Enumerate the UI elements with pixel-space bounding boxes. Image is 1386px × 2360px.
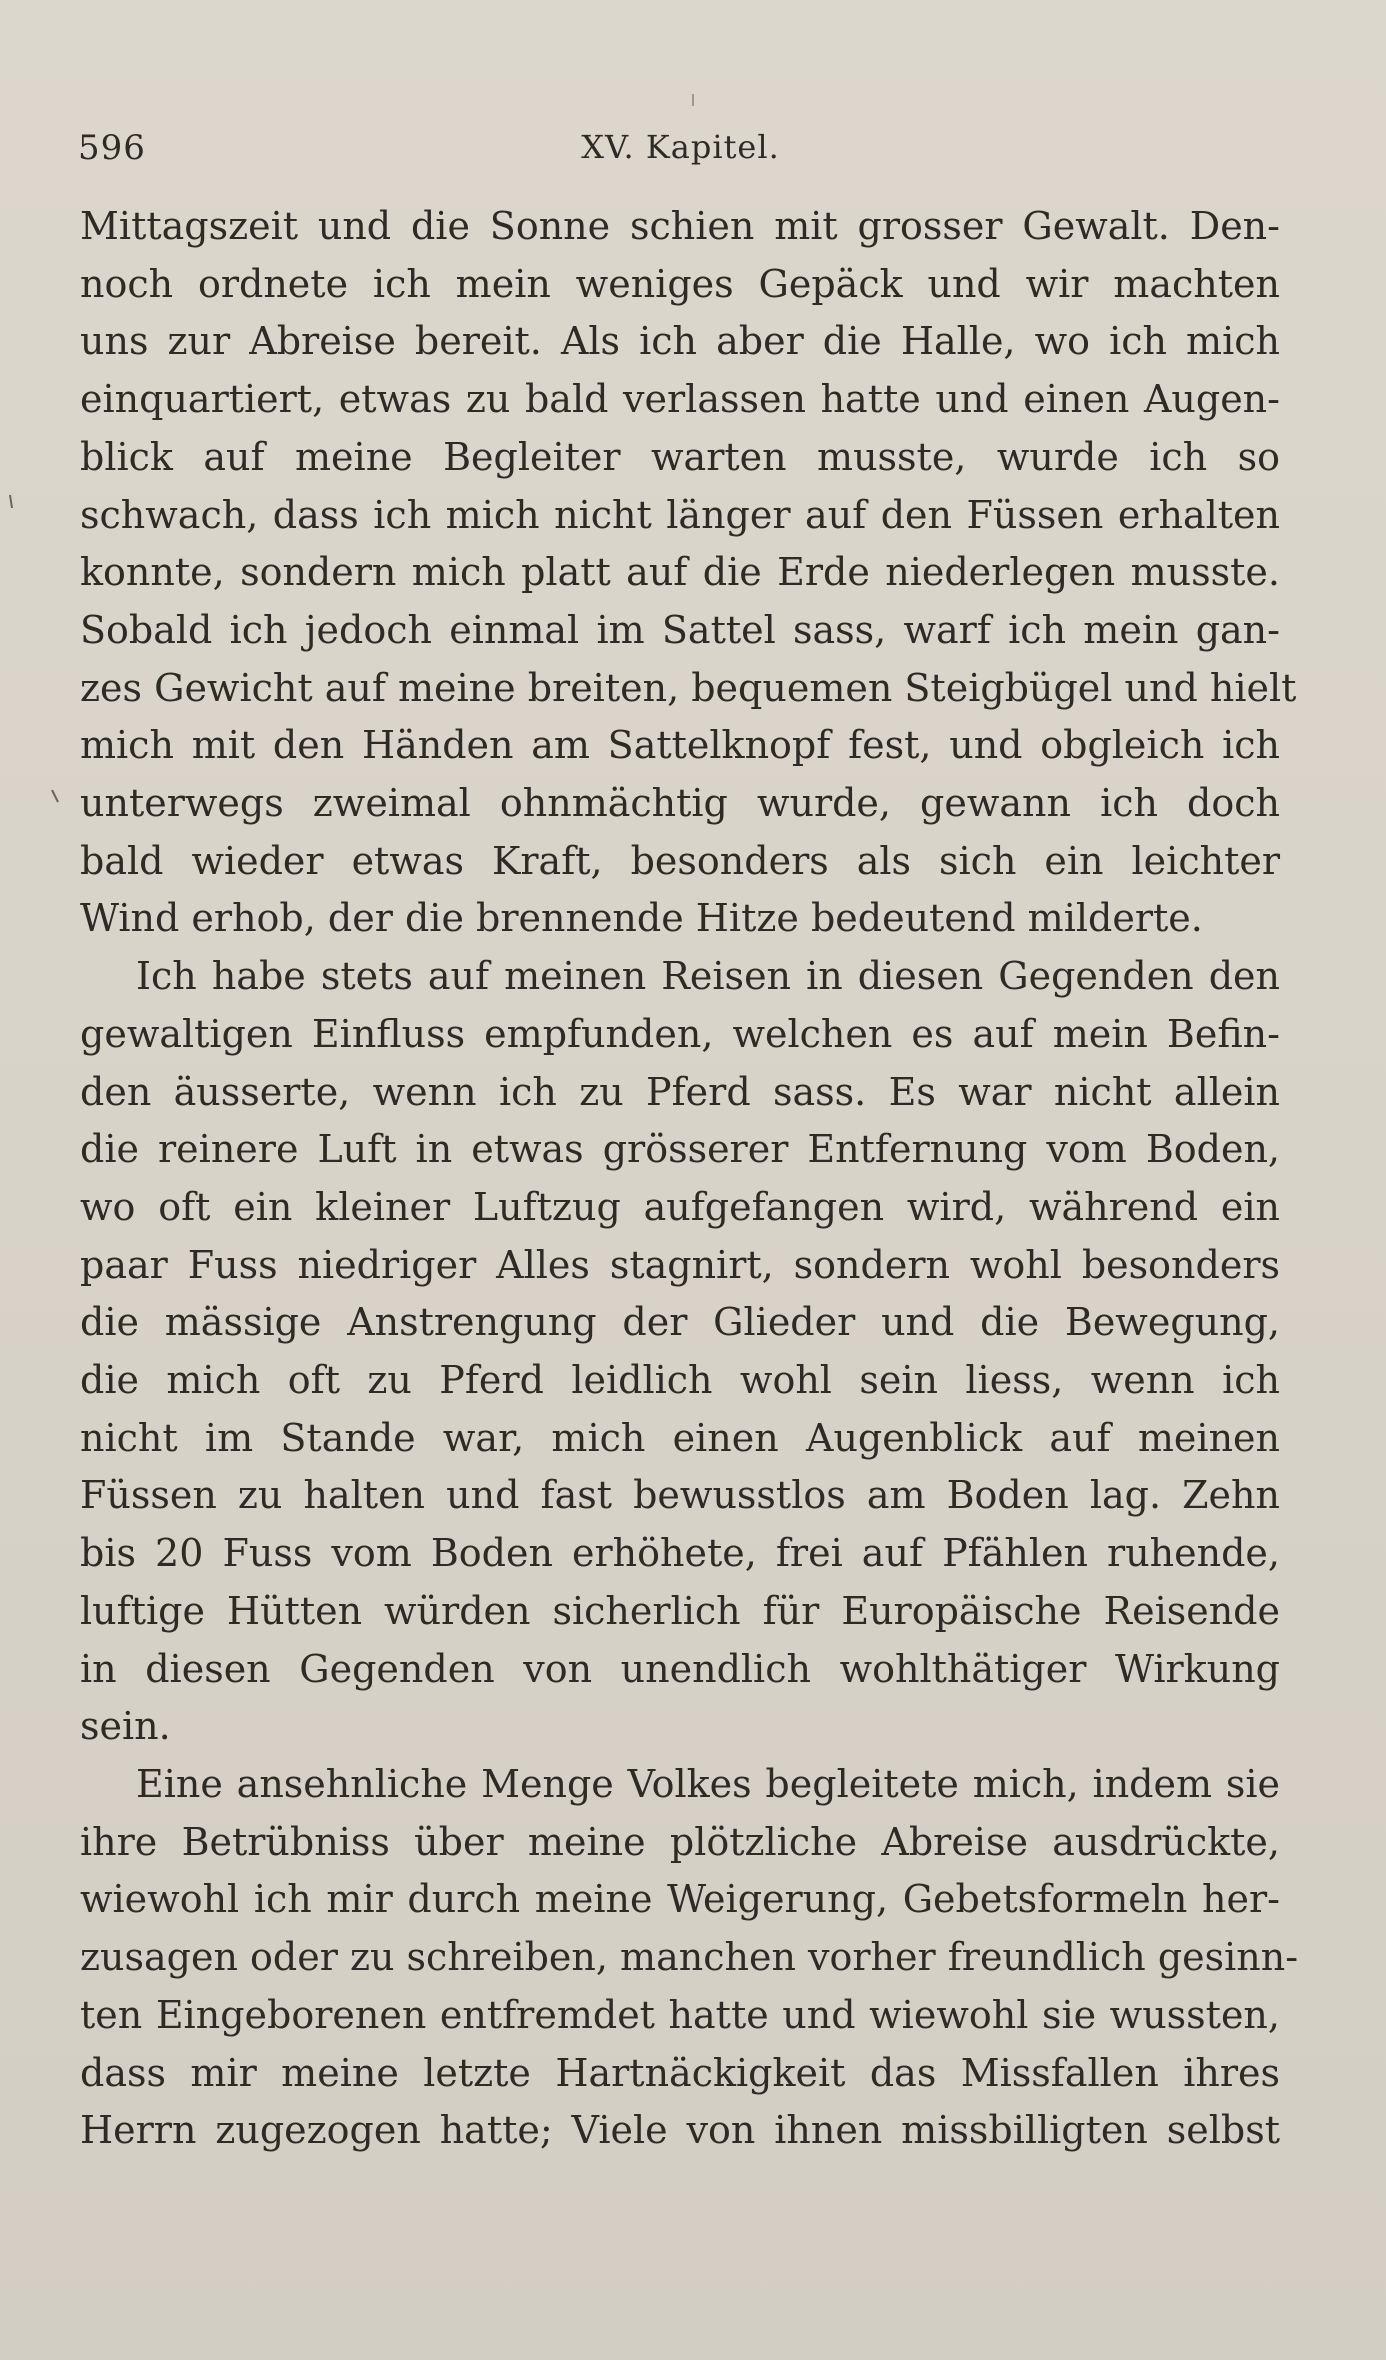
text-line: Eine ansehnliche Menge Volkes begleitete mich, indem sie — [136, 1761, 1280, 1806]
text-line: Füssen zu halten und fast bewusstlos am Boden lag. Zehn — [80, 1473, 1280, 1518]
text-line: wo oft ein kleiner Luftzug aufgefangen wird, während ein — [80, 1184, 1280, 1229]
text-line: Sobald ich jedoch einmal im Sattel sass, warf ich mein gan- — [80, 607, 1280, 652]
text-line: bis 20 Fuss vom Boden erhöhete, frei auf Pfählen ruhende, — [80, 1531, 1280, 1576]
text-line: wiewohl ich mir durch meine Weigerung, Gebetsformeln her- — [80, 1877, 1280, 1922]
text-line: sein. — [80, 1704, 171, 1749]
text-line: dass mir meine letzte Hartnäckigkeit das Missfallen ihres — [80, 2050, 1280, 2095]
text-line: noch ordnete ich mein weniges Gepäck und wir machten — [80, 261, 1280, 306]
text-line: die mässige Anstrengung der Glieder und die Bewegung, — [80, 1300, 1280, 1345]
text-line: uns zur Abreise bereit. Als ich aber die Halle, wo ich mich — [80, 319, 1280, 364]
text-line: zes Gewicht auf meine breiten, bequemen Steigbügel und hielt — [80, 665, 1297, 710]
running-title: XV. Kapitel. — [581, 128, 780, 166]
text-line: ten Eingeborenen entfremdet hatte und wiewohl sie wussten, — [80, 1992, 1280, 2037]
text-line: ihre Betrübniss über meine plötzliche Abreise ausdrückte, — [80, 1819, 1280, 1864]
page-header — [78, 120, 1283, 176]
text-line: die reinere Luft in etwas grösserer Entfernung vom Boden, — [80, 1127, 1280, 1172]
text-line: Mittagszeit und die Sonne schien mit grosser Gewalt. Den- — [80, 204, 1280, 248]
text-line: in diesen Gegenden von unendlich wohlthätiger Wirkung — [80, 1646, 1280, 1691]
paper-speck — [10, 495, 12, 508]
paper-speck — [52, 790, 58, 802]
text-line: den äusserte, wenn ich zu Pferd sass. Es war nicht allein — [80, 1069, 1280, 1114]
text-line: mich mit den Händen am Sattelknopf fest, und obgleich ich — [80, 723, 1280, 768]
text-line: zusagen oder zu schreiben, manchen vorher freundlich gesinn- — [80, 1935, 1299, 1980]
text-line: einquartiert, etwas zu bald verlassen hatte und einen Augen- — [80, 377, 1280, 422]
text-line: nicht im Stande war, mich einen Augenblick auf meinen — [80, 1415, 1280, 1460]
text-line: Ich habe stets auf meinen Reisen in diesen Gegenden den — [136, 954, 1280, 999]
text-line: blick auf meine Begleiter warten musste, wurde ich so — [80, 434, 1280, 479]
text-line: gewaltigen Einfluss empfunden, welchen es auf mein Befin- — [80, 1011, 1280, 1056]
text-line: Herrn zugezogen hatte; Viele von ihnen missbilligten selbst — [80, 2108, 1280, 2153]
text-line: paar Fuss niedriger Alles stagnirt, sondern wohl besonders — [80, 1242, 1280, 1287]
body-text — [80, 198, 1299, 2160]
text-line: luftige Hütten würden sicherlich für Europäische Reisende — [80, 1588, 1280, 1633]
paragraph-1 — [80, 198, 1297, 948]
text-line: unterwegs zweimal ohnmächtig wurde, gewann ich doch — [80, 781, 1280, 826]
page-number: 596 — [78, 128, 146, 168]
paragraph-3 — [80, 1756, 1299, 2160]
text-line: bald wieder etwas Kraft, besonders als sich ein leichter — [80, 838, 1280, 883]
text-line: Wind erhob, der die brennende Hitze bedeutend milderte. — [80, 896, 1203, 941]
paragraph-2 — [80, 948, 1280, 1756]
text-line: schwach, dass ich mich nicht länger auf den Füssen erhalten — [80, 492, 1280, 537]
text-line: konnte, sondern mich platt auf die Erde niederlegen musste. — [80, 550, 1280, 595]
text-line: die mich oft zu Pferd leidlich wohl sein liess, wenn ich — [80, 1358, 1280, 1403]
